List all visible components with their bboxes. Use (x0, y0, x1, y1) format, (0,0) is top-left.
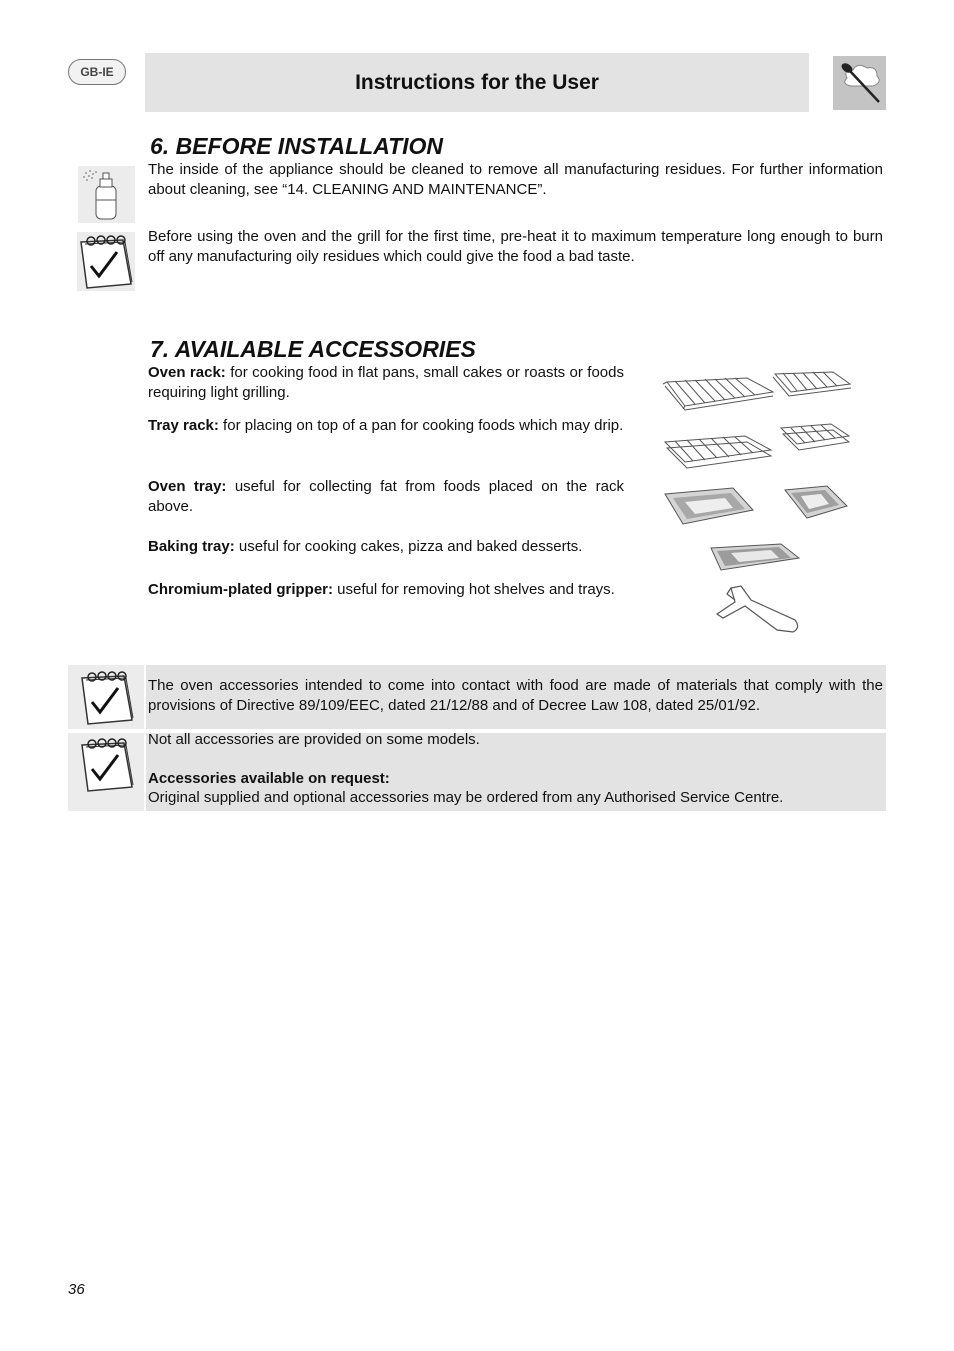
note-box-availability (146, 733, 886, 811)
section-6-paragraph-1: The inside of the appliance should be cleaned to remove all manufacturing residues. For further information about cleaning, see “14. CLEANING AND MAINTENANCE”. (148, 161, 883, 198)
section-6-heading: 6. BEFORE INSTALLATION (150, 133, 444, 159)
accessory-description: for placing on top of a pan for cooking foods which may drip. (218, 417, 624, 434)
accessory-baking-tray (148, 537, 624, 557)
note-materials-text: The oven accessories intended to come into contact with food are made of materials that comply with the provisions of Directive 89/109/EEC, dated 21/12/88 and of Decree Law 108, dated 25/01/92. (148, 677, 883, 714)
region-badge: GB-IE (68, 59, 126, 85)
note-request-heading: Accessories available on request: (148, 770, 390, 787)
accessory-label: Tray rack: (148, 417, 219, 434)
accessory-description: useful for cooking cakes, pizza and baked desserts. (234, 538, 583, 555)
accessory-oven-rack (148, 363, 624, 402)
accessory-label: Oven rack: (148, 364, 226, 381)
accessories-illustration (655, 362, 860, 637)
cleaning-spray-icon (78, 166, 135, 223)
tray-rack-small-icon (781, 424, 849, 450)
accessory-oven-tray (148, 477, 624, 516)
gripper-icon (717, 586, 798, 632)
accessory-label: Baking tray: (148, 538, 235, 555)
notepad-check-icon (68, 733, 144, 811)
accessory-label: Oven tray: (148, 478, 227, 495)
note-availability-line: Not all accessories are provided on some models. (148, 731, 480, 748)
note-box-materials (146, 665, 886, 729)
note-request-text: Original supplied and optional accessories may be ordered from any Authorised Service Centre. (148, 789, 784, 806)
oven-tray-small-icon (785, 486, 847, 518)
accessory-description: useful for removing hot shelves and trays. (333, 581, 615, 598)
accessory-gripper (148, 580, 624, 600)
oven-rack-icon (663, 378, 773, 410)
section-6-paragraph-2: Before using the oven and the grill for the first time, pre-heat it to maximum temperature long enough to burn off any manufacturing oily residues which could give the food a bad taste. (148, 228, 883, 265)
oven-rack-small-icon (773, 372, 851, 396)
page-number: 36 (68, 1281, 85, 1298)
tray-rack-icon (665, 436, 771, 468)
notepad-check-icon (77, 232, 135, 291)
page-header-title: Instructions for the User (145, 53, 809, 112)
chef-spoon-icon (833, 56, 886, 110)
accessory-description: useful for collecting fat from foods placed on the rack above. (148, 478, 624, 515)
section-7-heading: 7. AVAILABLE ACCESSORIES (150, 336, 476, 362)
notepad-check-icon (68, 665, 144, 729)
accessory-tray-rack (148, 416, 624, 436)
accessory-description: for cooking food in flat pans, small cakes or roasts or foods requiring light grilling. (148, 364, 624, 401)
oven-tray-icon (665, 488, 753, 524)
accessory-label: Chromium-plated gripper: (148, 581, 334, 598)
baking-tray-icon (711, 544, 799, 570)
